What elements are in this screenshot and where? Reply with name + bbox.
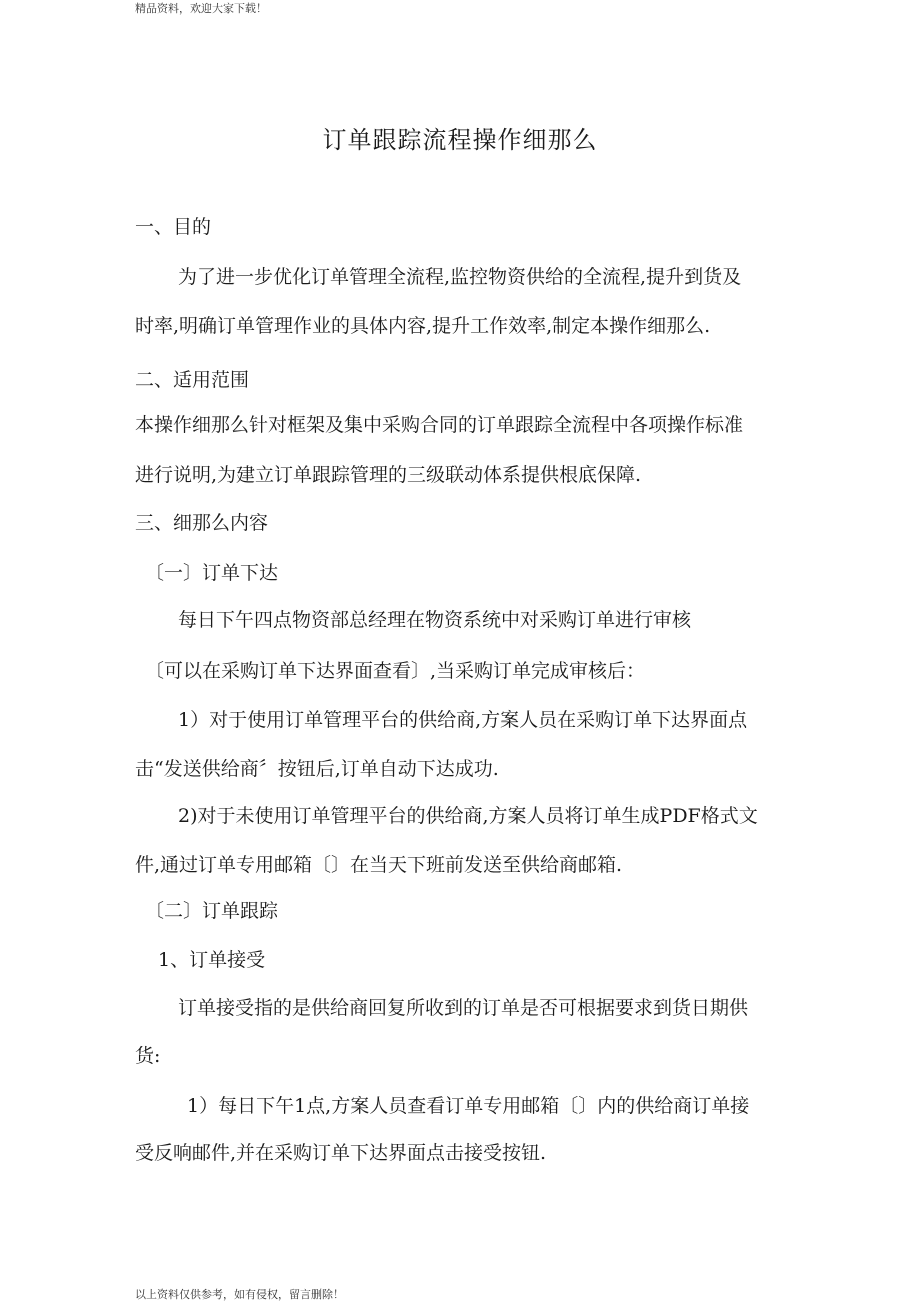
- list-item-line: 件,通过订单专用邮箱〔〕在当天下班前发送至供给商邮箱.: [135, 854, 623, 876]
- section-heading-scope: 二、适用范围: [135, 369, 250, 391]
- list-item-line: 1）每日下午1点,方案人员查看订单专用邮箱〔〕内的供给商订单接: [187, 1095, 750, 1117]
- section-heading-purpose: 一、目的: [135, 216, 212, 238]
- paragraph-line: 每日下午四点物资部总经理在物资系统中对采购订单进行审核: [178, 609, 692, 631]
- footer-note: 以上资料仅供参考，如有侵权，留言删除！: [135, 1288, 344, 1301]
- subsection-heading-order-tracking: 〔二〕订单跟踪: [145, 900, 279, 922]
- paragraph-line: 进行说明,为建立订单跟踪管理的三级联动体系提供根底保障.: [135, 464, 642, 486]
- list-item-line: 2)对于未使用订单管理平台的供给商,方案人员将订单生成PDF格式文: [178, 805, 758, 827]
- paragraph-line: 订单接受指的是供给商回复所收到的订单是否可根据要求到货日期供: [178, 997, 749, 1019]
- paragraph-line: 货:: [135, 1045, 161, 1067]
- list-item-line: 1）对于使用订单管理平台的供给商,方案人员在采购订单下达界面点: [178, 709, 748, 731]
- paragraph-line: 时率,明确订单管理作业的具体内容,提升工作效率,制定本操作细那么.: [135, 315, 711, 337]
- document-title: 订单跟踪流程操作细那么: [322, 126, 598, 154]
- list-item-line: 击“发送供给商〞按钮后,订单自动下达成功.: [135, 758, 499, 780]
- header-note: 精品资料，欢迎大家下载！: [135, 2, 267, 15]
- paragraph-line: 本操作细那么针对框架及集中采购合同的订单跟踪全流程中各项操作标准: [135, 414, 744, 436]
- subsection-heading-order-issue: 〔一〕订单下达: [145, 562, 279, 584]
- paragraph-line: 〔可以在采购订单下达界面查看〕,当采购订单完成审核后：: [145, 660, 646, 682]
- section-heading-details: 三、细那么内容: [135, 512, 269, 534]
- list-item-line: 受反响邮件,并在采购订单下达界面点击接受按钮.: [135, 1142, 547, 1164]
- paragraph-line: 为了进一步优化订单管理全流程,监控物资供给的全流程,提升到货及: [178, 266, 742, 288]
- numbered-heading-order-acceptance: 1、订单接受: [158, 949, 266, 971]
